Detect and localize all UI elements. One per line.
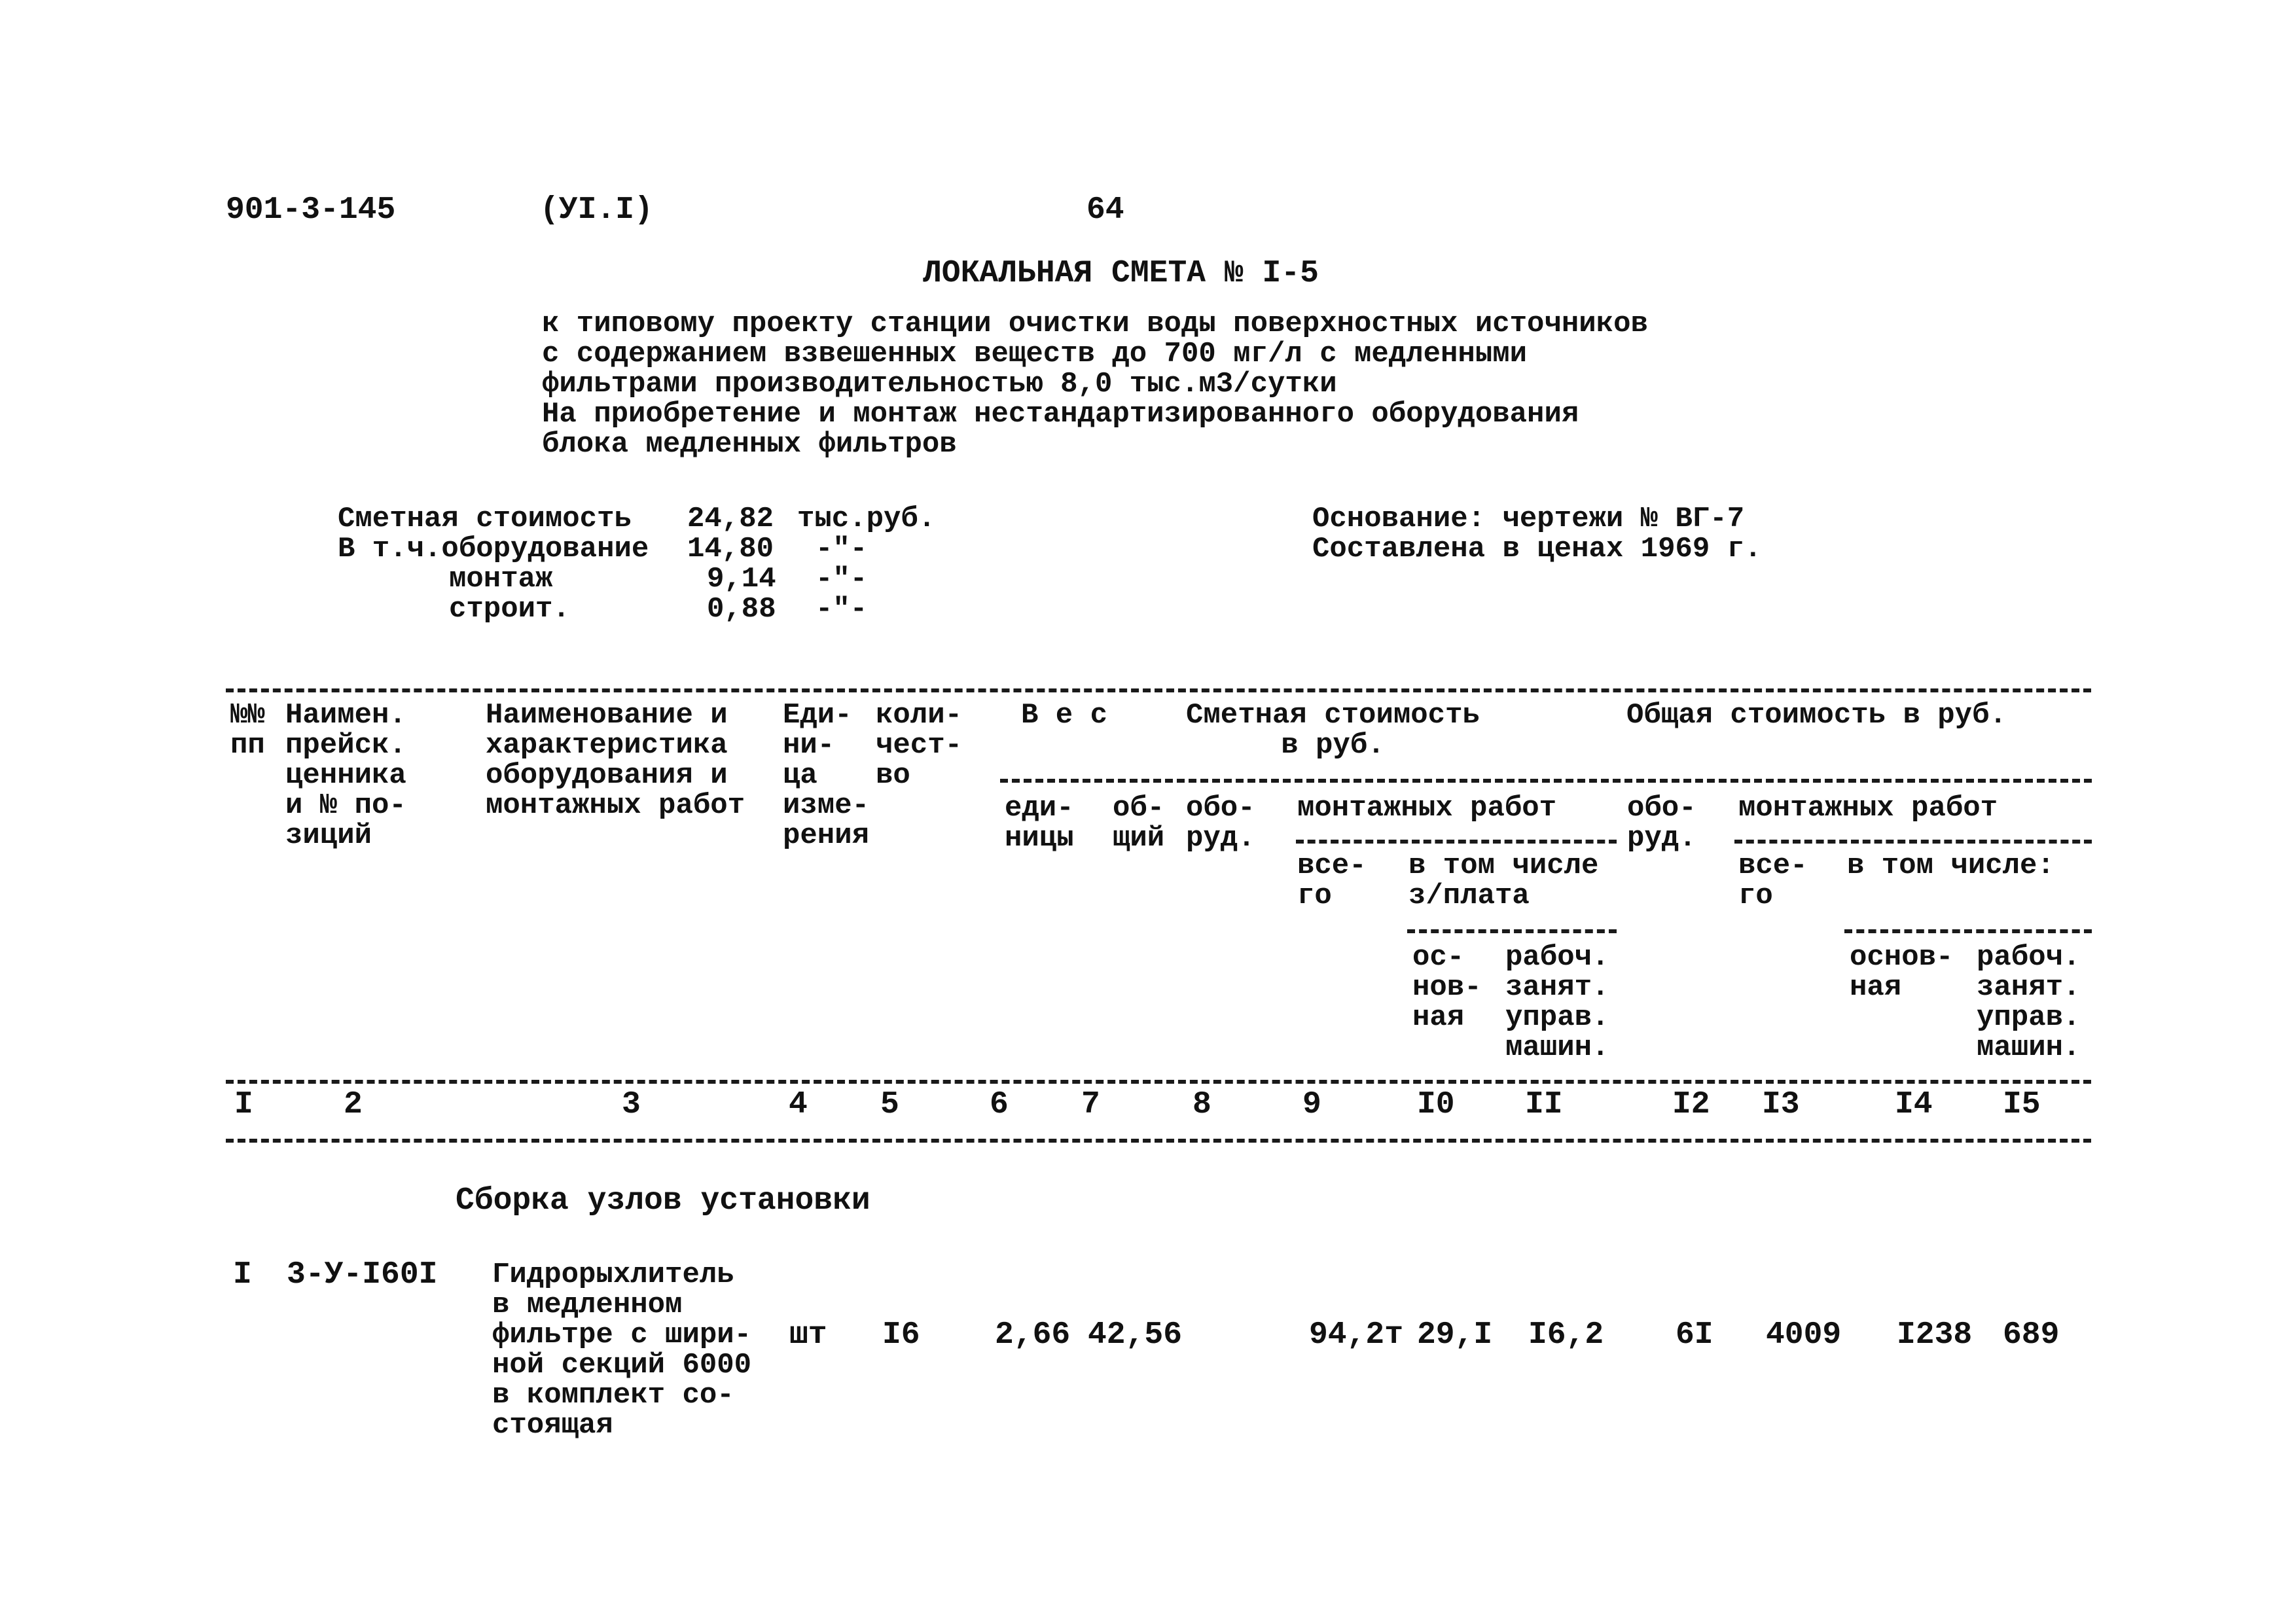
section-title: Сборка узлов установки — [456, 1183, 870, 1219]
ditto-mark: -"- — [816, 563, 868, 596]
ditto-mark: -"- — [816, 533, 868, 565]
construction-cost-label: строит. — [449, 593, 570, 626]
header-total-basic: основ- ная — [1850, 941, 1954, 1004]
basis-drawings: Основание: чертежи № ВГ-7 — [1312, 503, 1745, 535]
cost-unit: тыс.руб. — [797, 503, 936, 535]
row-total-equipment: 6I — [1676, 1317, 1713, 1353]
page-number: 64 — [1086, 192, 1124, 228]
subtitle-line: с содержанием взвешенных веществ до 700 мг/л с медленными — [542, 338, 1528, 370]
construction-cost-value: 0,88 — [707, 593, 776, 626]
rule-header-4b — [1844, 929, 2092, 933]
rule-header-3b — [1734, 840, 2092, 844]
column-number: I5 — [2003, 1087, 2041, 1122]
column-number: II — [1525, 1087, 1563, 1122]
equipment-cost-label: В т.ч.оборудование — [338, 533, 649, 565]
header-col-3: Наименование и характеристика оборудования и монтажных работ — [486, 699, 745, 822]
subtitle-line: фильтрами производительностью 8,0 тыс.м3/сутки — [542, 368, 1337, 401]
row-unit: шт — [789, 1317, 827, 1353]
column-number: I4 — [1895, 1087, 1933, 1122]
document-code: 901-3-145 — [226, 192, 396, 228]
row-machine-wage: I6,2 — [1528, 1317, 1604, 1353]
row-quantity: I6 — [882, 1317, 920, 1353]
subtitle-line: На приобретение и монтаж нестандартизированного оборудования — [542, 398, 1579, 431]
rule-header-3a — [1296, 840, 1617, 844]
header-machine-wage: рабоч. занят. управ. машин. — [1505, 941, 1609, 1064]
column-number: I3 — [1762, 1087, 1800, 1122]
header-col-5: коли- чест- во — [876, 699, 963, 792]
column-number: 3 — [622, 1087, 641, 1122]
row-installation-total: 94,2т — [1309, 1317, 1404, 1353]
basis-prices: Составлена в ценах 1969 г. — [1312, 533, 1762, 565]
column-number: 4 — [789, 1087, 808, 1122]
header-installation-total: все- го — [1297, 849, 1367, 912]
header-col-2: Наимен. прейск. ценника и № по- зиций — [285, 699, 406, 852]
installation-cost-value: 9,14 — [707, 563, 776, 596]
total-cost-value: 24,82 — [687, 503, 774, 535]
row-total-basic: I238 — [1897, 1317, 1973, 1353]
row-total-machine: 689 — [2003, 1317, 2060, 1353]
document-title: ЛОКАЛЬНАЯ СМЕТА № I-5 — [923, 256, 1319, 291]
ditto-mark: -"- — [816, 593, 868, 626]
header-estimated-cost: Сметная стоимость в руб. — [1186, 699, 1480, 762]
header-total-cost: Общая стоимость в руб. — [1626, 699, 2007, 732]
row-total-installation: 4009 — [1766, 1317, 1842, 1353]
installation-cost-label: монтаж — [449, 563, 553, 596]
header-total-machine: рабоч. занят. управ. машин. — [1977, 941, 2081, 1064]
header-col-1: №№ пп — [230, 699, 265, 762]
subtitle-line: к типовому проекту станции очистки воды поверхностных источников — [542, 308, 1648, 340]
header-total-installation-total: все- го — [1738, 849, 1808, 912]
column-number: I — [234, 1087, 253, 1122]
row-weight-total: 42,56 — [1088, 1317, 1183, 1353]
column-number: 2 — [344, 1087, 363, 1122]
column-number: I2 — [1672, 1087, 1710, 1122]
row-number: I — [233, 1257, 252, 1293]
header-including-wage: в том числе з/плата — [1408, 849, 1599, 912]
header-weight-unit: еди- ницы — [1005, 792, 1074, 855]
rule-header-2 — [1000, 779, 2092, 783]
row-basic-wage: 29,I — [1417, 1317, 1493, 1353]
column-number: 8 — [1193, 1087, 1211, 1122]
column-number: 9 — [1302, 1087, 1321, 1122]
header-total-installation: монтажных работ — [1738, 792, 1998, 825]
column-number: 7 — [1081, 1087, 1100, 1122]
header-total-including: в том числе: — [1847, 849, 2054, 882]
header-basic-wage: ос- нов- ная — [1412, 941, 1482, 1034]
header-total-equipment: обо- руд. — [1627, 792, 1696, 855]
header-weight: В е с — [1021, 699, 1108, 732]
header-col-4: Еди- ни- ца изме- рения — [783, 699, 870, 852]
rule-top — [226, 688, 2091, 692]
header-equipment: обо- руд. — [1186, 792, 1255, 855]
subtitle-line: блока медленных фильтров — [542, 428, 957, 461]
header-weight-total: об- щий — [1113, 792, 1165, 855]
total-cost-label: Сметная стоимость — [338, 503, 632, 535]
equipment-cost-value: 14,80 — [687, 533, 774, 565]
album-number: (УI.I) — [540, 192, 653, 228]
row-price-code: 3-У-I60I — [287, 1257, 438, 1293]
rule-below-numbers — [226, 1139, 2091, 1143]
rule-above-numbers — [226, 1080, 2091, 1084]
header-installation: монтажных работ — [1297, 792, 1557, 825]
column-number: I0 — [1417, 1087, 1455, 1122]
row-item-name: Гидрорыхлитель в медленном фильтре с шири- ной секций 6000 в комплект со- стоящая — [492, 1258, 752, 1442]
rule-header-4a — [1407, 929, 1617, 933]
column-number: 5 — [880, 1087, 899, 1122]
column-number: 6 — [990, 1087, 1009, 1122]
row-weight-unit: 2,66 — [995, 1317, 1071, 1353]
